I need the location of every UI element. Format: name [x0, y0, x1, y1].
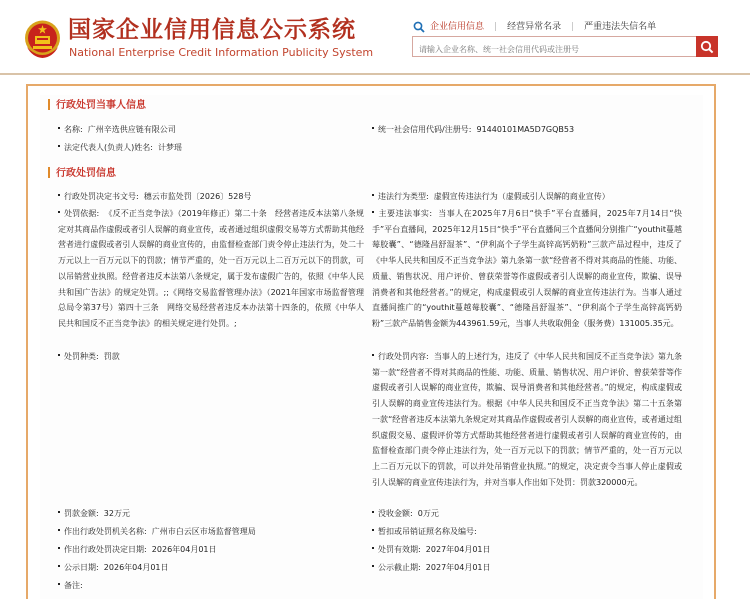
- search-button[interactable]: [696, 36, 718, 57]
- field-main-facts: [372, 206, 682, 332]
- section-title-penalty: [48, 167, 116, 181]
- penalty-content: 当事人的上述行为，违反了《中华人民共和国反不正当竞争法》第九条第一款“经营者不得对其商品的性能、功能、质量、销售状况、用户评价、曾获荣誉等作虚假或者引人误解的商业宣传，欺骗、误导消费者和其他经营者。”的规定，构成虚假或引人误解的商业宣传违法行为。根据《中华人民共和国反不正当竞争法》第二十五条第一款“经营者违反本法第九条规定对其商品作虚假或者引人误解的商业宣传，或者通过组织虚假交易、虚假评价等方式帮助其他经营者进行虚假或者引人误解的商业宣传的，由监督检查部门责令停止违法行为，处一百万元以下的罚款；情节严重的，处一百万元以上二百万元以下的罚款，可以并处吊销营业执照。”的规定，决定责令当事人停止虚假或引人误解的商业宣传违法行为，并对当事人作出如下处罚：罚款320000元。: [372, 352, 682, 487]
- header-divider: [0, 73, 750, 75]
- fine-amount: 32万元: [103, 509, 130, 518]
- penalty-category: 罚款: [103, 352, 120, 361]
- bullet: [58, 127, 60, 129]
- field-valid-until: [372, 542, 491, 558]
- bullet: [372, 127, 374, 129]
- bullet: [372, 211, 374, 213]
- field-label: 公示日期:: [64, 563, 99, 572]
- field-label: 行政处罚内容:: [378, 352, 429, 361]
- company-name: 广州辛选供应链有限公司: [87, 125, 176, 134]
- nav-link-credit-info[interactable]: 企业信用信息: [430, 22, 485, 32]
- nav-divider: |: [494, 22, 498, 32]
- field-label: 统一社会信用代码/注册号:: [378, 125, 472, 134]
- bullet: [372, 194, 374, 196]
- credit-code: 91440101MA5D7GQB53: [476, 125, 575, 134]
- bullet: [58, 583, 60, 585]
- nav-link-abnormal-list[interactable]: 经营异常名录: [507, 22, 562, 32]
- authority-name: 广州市白云区市场监督管理局: [151, 527, 256, 536]
- field-penalty-basis: [58, 206, 364, 332]
- field-company-name: [58, 122, 176, 138]
- valid-until: 2027年04月01日: [425, 545, 491, 554]
- site-title: 国家企业信用信息公示系统: [68, 17, 356, 43]
- field-label: 违法行为类型:: [378, 192, 429, 201]
- field-penalty-content: [372, 349, 682, 490]
- field-label: 作出行政处罚决定日期:: [64, 545, 147, 554]
- field-violation-type: [372, 189, 610, 205]
- bullet: [58, 565, 60, 567]
- bullet: [372, 565, 374, 567]
- field-publish-end: [372, 560, 491, 576]
- field-label: 公示截止期:: [378, 563, 421, 572]
- field-label: 行政处罚决定书文号:: [64, 192, 139, 201]
- nav-link-dishonest-list[interactable]: 严重违法失信名单: [584, 22, 657, 32]
- top-nav: [413, 21, 656, 33]
- section-title-text: 行政处罚信息: [56, 168, 116, 179]
- bullet: [58, 145, 60, 147]
- publish-end-date: 2027年04月01日: [425, 563, 491, 572]
- bullet: [372, 354, 374, 356]
- bullet: [372, 511, 374, 513]
- field-penalty-category: [58, 349, 120, 365]
- section-marker: [48, 167, 50, 178]
- bullet: [58, 211, 60, 213]
- national-emblem-icon: [24, 19, 61, 59]
- field-label: 暂扣或吊销证照名称及编号:: [378, 527, 477, 536]
- field-decision-no: [58, 189, 251, 205]
- field-credit-code: [372, 122, 574, 138]
- site-title-english: National Enterprise Credit Information Publicity System: [69, 46, 374, 59]
- section-marker: [48, 99, 50, 110]
- field-license: [372, 524, 479, 540]
- field-confiscation-amount: [372, 506, 439, 522]
- detail-content: [40, 95, 703, 599]
- search-input[interactable]: [413, 40, 701, 59]
- section-title-party: [48, 99, 146, 113]
- violation-type: 虚假宣传违法行为（虚假或引人误解的商业宣传）: [433, 192, 610, 201]
- bullet: [58, 354, 60, 356]
- bullet: [58, 511, 60, 513]
- site-header: [0, 0, 750, 72]
- detail-card: [26, 84, 716, 599]
- bullet: [58, 547, 60, 549]
- field-fine-amount: [58, 506, 130, 522]
- field-label: 处罚种类:: [64, 352, 99, 361]
- main-facts: 当事人在2025年7月6日“快手”平台直播间，2025年7月14日“快手”平台直播间，2025年12月15日“快手”平台直播间三个直播间分别推广“youthit蔓越莓胶囊”、“德隆昌舒湿茶”、“伊利高个子学生高锌高钙奶粉”三款产品过程中，违反了《中华人民共和国反不正当竞争法》第九条第一款“经营者不得对其商品的性能、功能、质量、销售状况、用户评价、曾获荣誉等作虚假或者引人误解的商业宣传，欺骗、误导消费者和其他经营者。”的规定，构成虚假或引人误解的商业宣传违法行为。当事人通过直播间推广的“youthit蔓越莓胶囊”、“德隆昌舒湿茶”、“伊利高个子学生高锌高钙奶粉”三款产品销售金额为443961.59元，当事人共收取佣金（服务费）131005.35元。: [372, 209, 682, 328]
- field-label: 罚款金额:: [64, 509, 99, 518]
- field-label: 法定代表人(负责人)姓名:: [64, 143, 153, 152]
- field-label: 作出行政处罚机关名称:: [64, 527, 147, 536]
- bullet: [372, 529, 374, 531]
- field-label: 名称:: [64, 125, 83, 134]
- field-label: 处罚有效期:: [378, 545, 421, 554]
- bullet: [58, 529, 60, 531]
- confiscation-amount: 0万元: [417, 509, 439, 518]
- search-icon: [413, 21, 425, 33]
- search-box: [412, 36, 697, 57]
- legal-rep-name: 计梦瑶: [158, 143, 183, 152]
- field-remark: [58, 578, 85, 594]
- penalty-basis: 《反不正当竞争法》（2019年修正）第二十条 经营者违反本法第八条规定对其商品作虚假或者引人误解的商业宣传，或者通过组织虚假交易等方式帮助其他经营者进行虚假或者引人误解的商业宣传的，由监督检查部门责令停止违法行为，处二十万元以上一百万元以下的罚款；情节严重的，处一百万元以上二百万元以下的罚款，可以吊销营业执照。经营者违反本法第八条规定，属于发布虚假广告的，依照《中华人民共和国广告法》的规定处罚。;;《网络交易监督管理办法》（2021年国家市场监督管理总局令第37号）第四十三条 网络交易经营者违反本办法第十四条的，依照《中华人民共和国反不正当竞争法》的相关规定进行处罚。;: [58, 209, 364, 328]
- field-legal-rep: [58, 140, 182, 156]
- decision-no: 穗云市监处罚〔2026〕528号: [143, 192, 252, 201]
- bullet: [58, 194, 60, 196]
- section-title-text: 行政处罚当事人信息: [56, 100, 146, 111]
- field-publish-date: [58, 560, 169, 576]
- field-label: 没收金额:: [378, 509, 413, 518]
- publish-date: 2026年04月01日: [103, 563, 169, 572]
- decision-date: 2026年04月01日: [151, 545, 217, 554]
- field-decision-date: [58, 542, 217, 558]
- nav-divider: |: [571, 22, 575, 32]
- field-label: 处罚依据:: [64, 209, 100, 218]
- magnifier-icon: [700, 40, 714, 54]
- field-authority: [58, 524, 256, 540]
- field-label: 备注:: [64, 581, 83, 590]
- field-label: 主要违法事实:: [378, 209, 433, 218]
- bullet: [372, 547, 374, 549]
